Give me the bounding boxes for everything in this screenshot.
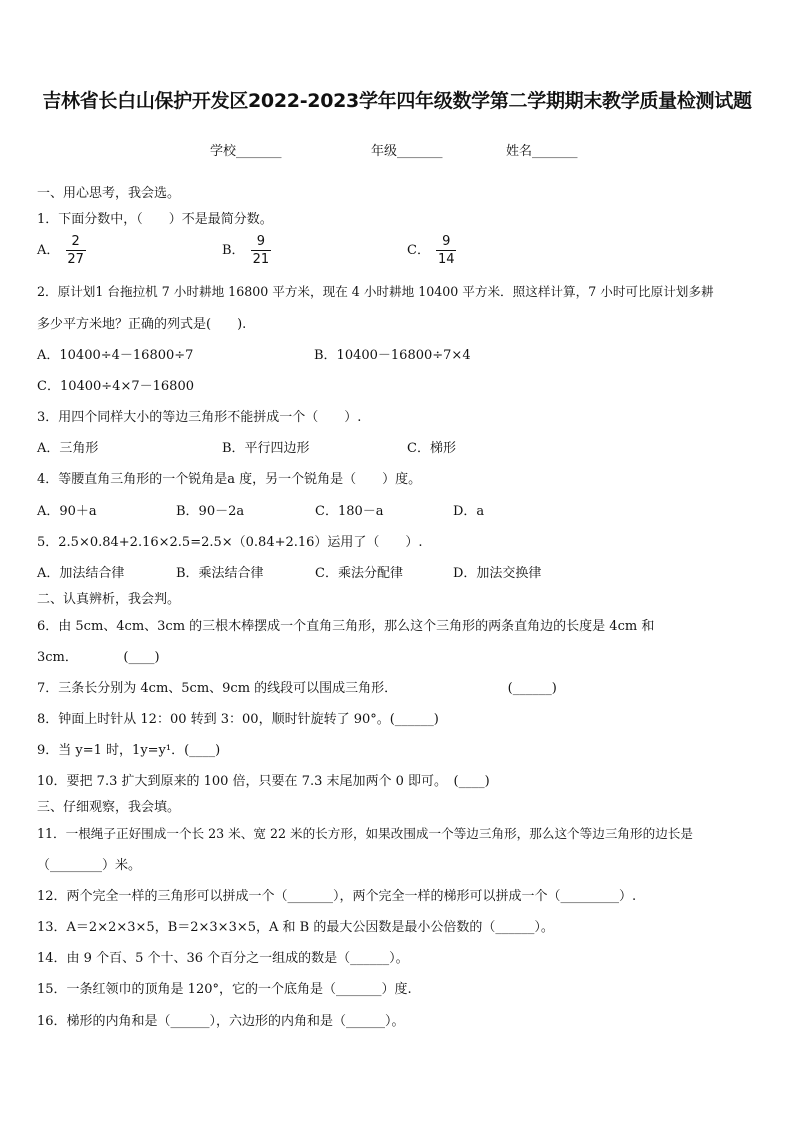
q1-option-b-fraction xyxy=(251,234,272,267)
q3-option-a: A．三角形 xyxy=(37,441,99,456)
q5-option-d: D．加法交换律 xyxy=(453,566,542,581)
section-heading-judge: 二、认真辨析，我会判。 xyxy=(37,592,181,607)
question-6-line-2: 3cm． (____) xyxy=(37,650,160,665)
name-field: 姓名_______ xyxy=(506,144,578,159)
question-11-line-1: 11．一根绳子正好围成一个长 23 米、宽 22 米的长方形，如果改围成一个等边三角形，那么这个等边三角形的边长是 xyxy=(37,826,693,841)
q1-a-numerator: 2 xyxy=(71,234,80,249)
q1-option-a xyxy=(37,234,86,267)
q1-option-b xyxy=(222,234,271,267)
question-13: 13．A＝2×2×3×5，B＝2×3×3×5，A 和 B 的最大公因数是最小公倍数的（______）。 xyxy=(37,920,554,935)
q1-option-c-fraction xyxy=(436,234,457,267)
q1-option-c xyxy=(407,234,457,267)
question-11-line-2: （________）米。 xyxy=(37,858,142,873)
q1-c-numerator: 9 xyxy=(442,234,451,249)
q4-option-d: D．a xyxy=(453,504,485,519)
school-field: 学校_______ xyxy=(210,144,282,159)
question-2-line-2: 多少平方米地？正确的列式是( ). xyxy=(37,317,247,332)
q5-option-c: C．乘法分配律 xyxy=(315,566,403,581)
question-4: 4．等腰直角三角形的一个锐角是a 度，另一个锐角是（ ）度。 xyxy=(37,472,422,487)
q1-b-numerator: 9 xyxy=(256,234,265,249)
q1-b-denominator: 21 xyxy=(252,252,270,267)
q3-option-b: B．平行四边形 xyxy=(222,441,310,456)
section-heading-choice: 一、用心思考，我会选。 xyxy=(37,186,181,201)
q1-option-a-label: A． xyxy=(37,243,60,258)
question-6-line-1: 6．由 5cm、4cm、3cm 的三根木棒摆成一个直角三角形，那么这个三角形的两条直角边的长度是 4cm 和 xyxy=(37,619,655,634)
question-1: 1．下面分数中，（ ）不是最简分数。 xyxy=(37,212,273,227)
grade-field: 年级_______ xyxy=(371,144,443,159)
q4-option-b: B．90－2a xyxy=(176,504,245,519)
q3-option-c: C．梯形 xyxy=(407,441,456,456)
question-12: 12．两个完全一样的三角形可以拼成一个（_______），两个完全一样的梯形可以拼成一个（_________）. xyxy=(37,889,637,904)
question-5: 5．2.5×0.84+2.16×2.5=2.5×（0.84+2.16）运用了（ ）. xyxy=(37,535,423,550)
question-16: 16．梯形的内角和是（______），六边形的内角和是（______）。 xyxy=(37,1014,405,1029)
q4-option-a: A．90＋a xyxy=(37,504,97,519)
q4-option-c: C．180－a xyxy=(315,504,384,519)
q2-option-b: B．10400－16800÷7×4 xyxy=(314,348,471,363)
q1-option-a-fraction xyxy=(65,234,86,267)
q5-option-a: A．加法结合律 xyxy=(37,566,125,581)
section-heading-fill: 三、仔细观察，我会填。 xyxy=(37,800,181,815)
page-title: 吉林省长白山保护开发区2022-2023学年四年级数学第二学期期末教学质量检测试题 xyxy=(42,90,752,112)
question-3: 3．用四个同样大小的等边三角形不能拼成一个（ ）. xyxy=(37,410,362,425)
q2-option-a: A．10400÷4－16800÷7 xyxy=(37,348,194,363)
q5-option-b: B．乘法结合律 xyxy=(176,566,264,581)
q2-option-c: C．10400÷4×7－16800 xyxy=(37,379,194,394)
question-9: 9．当 y=1 时，1y=y¹．(____) xyxy=(37,743,221,758)
question-15: 15．一条红领巾的顶角是 120°，它的一个底角是（_______）度. xyxy=(37,982,412,997)
question-10: 10．要把 7.3 扩大到原来的 100 倍，只要在 7.3 末尾加两个 0 即可。 (____) xyxy=(37,774,490,789)
question-2-line-1: 2．原计划1 台拖拉机 7 小时耕地 16800 平方米，现在 4 小时耕地 10400 平方米．照这样计算，7 小时可比原计划多耕 xyxy=(37,284,714,299)
q1-c-denominator: 14 xyxy=(437,252,455,267)
question-14: 14．由 9 个百、5 个十、36 个百分之一组成的数是（______）。 xyxy=(37,951,409,966)
q1-a-denominator: 27 xyxy=(67,252,84,267)
q1-option-b-label: B． xyxy=(222,243,245,258)
question-8: 8．钟面上时针从 12：00 转到 3：00，顺时针旋转了 90°。(______) xyxy=(37,712,439,727)
question-7: 7．三条长分别为 4cm、5cm、9cm 的线段可以围成三角形． (______) xyxy=(37,681,557,696)
q1-option-c-label: C． xyxy=(407,243,430,258)
